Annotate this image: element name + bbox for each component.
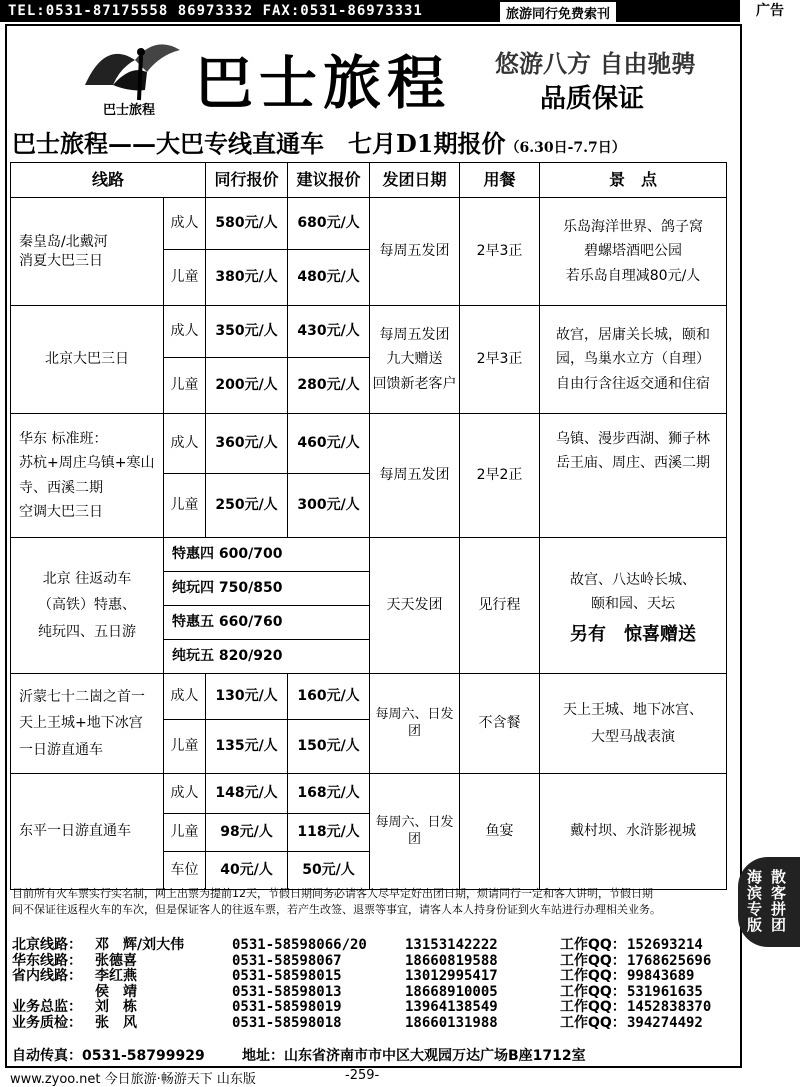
top-contact: TEL:0531-87175558 86973332 FAX:0531-86973331 [8,3,423,19]
spots-cell [540,198,727,306]
suggested-price: 480元/人 [288,250,370,306]
price-table [10,162,727,890]
suggested-price: 430元/人 [288,306,370,358]
top-index: 旅游同行免费索刊 [500,2,616,23]
notice-line: 间不保证往返程火车的车次，但是保证客人的往返车票，若产生改签、退票等事宜，请客人本人持身份证到火车站进行办理相关业务。 [12,903,661,916]
route-line: 天上王城+地下冰宫 [19,715,143,732]
meal-cell: 不含餐 [460,674,540,774]
peer-price: 580元/人 [206,198,288,250]
table-row [11,774,727,814]
suggested-price: 118元/人 [288,814,370,852]
contact-phone: 0531-58598018 [232,1014,342,1031]
meal-cell: 鱼宴 [460,774,540,890]
list-item [12,954,737,970]
suggested-price: 460元/人 [288,414,370,474]
spot-line: 碧螺塔酒吧公园 [584,243,683,260]
departure-cell: 每周五发团 [370,198,460,306]
type-child: 儿童 [164,814,206,852]
contact-name: 张德喜 [95,952,137,969]
contact-phone: 0531-58598019 [232,999,342,1015]
list-item [12,985,737,1001]
spot-line: 若乐岛自理减80元/人 [565,267,701,284]
spots-cell [540,674,727,774]
type-seat: 车位 [164,852,206,890]
package-price: 纯玩五 820/920 [164,640,370,674]
contact-phone: 0531-58598066/20 [232,937,367,953]
route-line: 苏杭+周庄乌镇+寒山 [19,455,155,472]
type-child: 儿童 [164,250,206,306]
suggested-price: 168元/人 [288,774,370,814]
type-adult: 成人 [164,774,206,814]
header-departure: 发团日期 [370,163,460,198]
route-line: （高铁）特惠、 [38,597,136,614]
side-tab-line2: 散客拼团 [769,869,787,933]
type-child: 儿童 [164,720,206,774]
type-adult: 成人 [164,198,206,250]
qq-label: 工作QQ： [560,999,626,1015]
qq-label: 工作QQ： [560,937,626,953]
table-row [11,674,727,720]
brand-name: 巴士旅程 [195,49,452,117]
ad-tag: 广告 [738,0,800,22]
section-side-tab [738,857,800,947]
contact-qq: 152693214 [627,937,703,953]
route-line: 消夏大巴三日 [19,252,103,269]
header-spots: 景 点 [540,163,727,198]
spot-line: 园，鸟巢水立方（自理） [556,351,711,368]
list-item [12,969,737,985]
peer-price: 350元/人 [206,306,288,358]
package-price: 纯玩四 750/850 [164,572,370,606]
contact-role: 业务质检： [12,1014,82,1031]
contact-name: 刘 栋 [95,999,137,1015]
suggested-price: 680元/人 [288,198,370,250]
contact-name: 张 风 [95,1014,137,1031]
qq-label: 工作QQ： [560,952,626,969]
table-header-row [11,163,727,198]
suggested-price: 50元/人 [288,852,370,890]
peer-price: 360元/人 [206,414,288,474]
gift-note: 另有 惊喜赠送 [570,623,697,645]
contact-mobile: 18668910005 [405,983,498,1000]
route-line: 沂蒙七十二崮之首一 [19,689,145,706]
type-adult: 成人 [164,306,206,358]
route-cell: 北京大巴三日 [11,306,164,414]
type-adult: 成人 [164,414,206,474]
headline-title: 巴士旅程——大巴专线直通车 七月D1期报价 [12,129,506,158]
spot-line: 乌镇、漫步西湖、狮子林 [556,431,711,447]
route-line: 秦皇岛/北戴河 [19,234,108,251]
fax-number: 自动传真：0531-58799929 [12,1048,205,1064]
page-number: -259- [345,1068,380,1083]
peacock-logo-icon [75,30,190,120]
top-bar [0,0,800,22]
contact-qq: 394274492 [627,1014,703,1031]
fax-address-line [12,1045,586,1065]
contact-phone: 0531-58598015 [232,968,342,984]
contact-role: 省内线路： [12,968,82,984]
office-address: 地址：山东省济南市市中区大观园万达广场B座1712室 [242,1048,586,1064]
departure-cell [370,306,460,414]
contact-role: 业务总监： [12,999,82,1015]
peer-price: 200元/人 [206,358,288,414]
departure-cell: 每周五发团 [370,414,460,538]
page-title [12,124,732,158]
type-child: 儿童 [164,474,206,538]
peer-price: 380元/人 [206,250,288,306]
spot-line: 乐岛海洋世界、鸽子窝 [563,219,704,236]
route-line: 一日游直通车 [19,741,103,758]
package-price: 特惠四 600/700 [164,538,370,572]
contact-list [12,938,737,1031]
contact-mobile: 13964138549 [405,999,498,1015]
route-line: 北京 往返动车 [42,571,132,588]
contact-qq: 99843689 [627,968,695,984]
peer-price: 130元/人 [206,674,288,720]
contact-mobile: 18660131988 [405,1014,498,1031]
peer-price: 250元/人 [206,474,288,538]
meal-cell: 2早3正 [460,198,540,306]
header-suggested-price: 建议报价 [288,163,370,198]
meal-cell: 见行程 [460,538,540,674]
spot-line: 故宫、八达岭长城、 [570,571,697,588]
list-item [12,938,737,954]
table-row [11,538,727,572]
header-meal: 用餐 [460,163,540,198]
contact-qq: 1452838370 [627,999,712,1015]
notice-line: 目前所有火车票实行实名制，网上出票为提前12天，节假日期间务必请客人尽早定好出团日期，烦请同行一定和客人讲明，节假日期 [12,887,653,900]
table-row [11,414,727,474]
contact-mobile: 13153142222 [405,937,498,953]
spots-cell [540,538,727,674]
departure-cell: 每周六、日发团 [370,674,460,774]
suggested-price: 280元/人 [288,358,370,414]
suggested-price: 160元/人 [288,674,370,720]
contact-qq: 1768625696 [627,952,712,969]
contact-name: 侯 靖 [95,983,137,1000]
logo-text: 巴士旅程 [103,103,156,118]
slogan-primary: 悠游八方 自由驰骋 [495,50,696,78]
side-tab-line1: 海滨专版 [745,869,763,933]
slogan-secondary: 品质保证 [540,84,645,114]
peer-price: 98元/人 [206,814,288,852]
spot-line: 天上王城、地下冰宫、 [563,702,704,719]
route-line: 华东 标准班： [19,431,108,448]
header-route: 线路 [11,163,206,198]
contact-mobile: 18660819588 [405,952,498,969]
departure-line: 九大赠送 [386,351,443,368]
peer-price: 135元/人 [206,720,288,774]
package-price: 特惠五 660/760 [164,606,370,640]
brand-header [5,24,738,122]
departure-cell: 每周六、日发团 [370,774,460,890]
headline-date-range: （6.30日-7.7日） [505,140,626,156]
route-line: 寺、西溪二期 [19,479,103,496]
route-cell [11,414,164,538]
type-adult: 成人 [164,674,206,720]
spot-line: 大型马战表演 [591,728,676,745]
footer-text: www.zyoo.net 今日旅游·畅游天下 山东版 [10,1072,256,1087]
contact-qq: 531961635 [627,983,703,1000]
departure-line: 每周五发团 [379,327,450,344]
header-peer-price: 同行报价 [206,163,288,198]
departure-cell: 天天发团 [370,538,460,674]
train-ticket-notice [12,886,737,918]
route-cell [11,538,164,674]
contact-name: 李红燕 [95,968,137,984]
spot-line: 故宫，居庸关长城，颐和 [556,327,711,344]
list-item [12,1000,737,1016]
departure-line: 回馈新老客户 [372,375,457,392]
contact-phone: 0531-58598067 [232,952,342,969]
peer-price: 40元/人 [206,852,288,890]
contact-mobile: 13012995417 [405,968,498,984]
table-row [11,306,727,358]
route-line: 纯玩四、五日游 [38,623,136,640]
meal-cell: 2早2正 [460,414,540,538]
spot-line: 颐和园、天坛 [591,595,676,612]
meal-cell: 2早3正 [460,306,540,414]
peer-price: 148元/人 [206,774,288,814]
spot-line: 自由行含往返交通和住宿 [556,375,711,392]
spots-cell: 戴村坝、水浒影视城 [540,774,727,890]
contact-name: 邓 辉/刘大伟 [95,937,185,953]
contact-role: 华东线路： [12,952,82,969]
route-cell [11,198,164,306]
suggested-price: 150元/人 [288,720,370,774]
contact-role: 北京线路： [12,937,82,953]
spots-cell [540,414,727,538]
qq-label: 工作QQ： [560,1014,626,1031]
table-row [11,198,727,250]
spots-cell [540,306,727,414]
page-footer [10,1068,380,1087]
route-line: 空调大巴三日 [19,503,103,520]
suggested-price: 300元/人 [288,474,370,538]
contact-phone: 0531-58598013 [232,983,342,1000]
qq-label: 工作QQ： [560,983,626,1000]
list-item [12,1016,737,1032]
qq-label: 工作QQ： [560,968,626,984]
route-cell [11,674,164,774]
type-child: 儿童 [164,358,206,414]
spot-line: 岳王庙、周庄、西溪二期 [556,455,711,472]
route-cell: 东平一日游直通车 [11,774,164,890]
